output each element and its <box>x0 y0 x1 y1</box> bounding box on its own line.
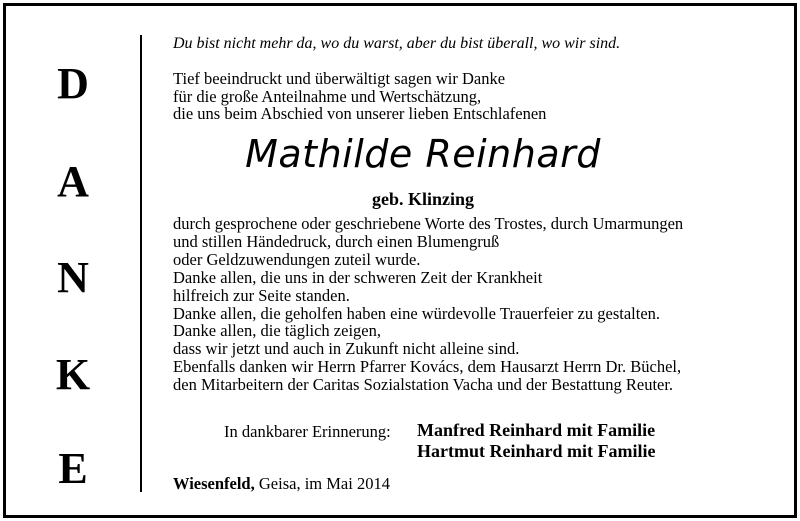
danke-letter-e: E <box>58 444 88 493</box>
body-line: Ebenfalls danken wir Herrn Pfarrer Kovács, dem Hausarzt Herrn Dr. Büchel, <box>173 357 682 377</box>
maiden-name: geb. Klinzing <box>371 189 474 209</box>
body-line: Danke allen, die uns in der schweren Zeit der Krankheit <box>173 267 543 287</box>
place-name: Wiesenfeld, <box>173 474 255 493</box>
deceased-name: Mathilde Reinhard <box>245 132 601 176</box>
vertical-divider <box>140 35 142 492</box>
intro-line: Tief beeindruckt und überwältigt sagen wir Danke <box>173 69 506 88</box>
intro-text <box>173 70 773 123</box>
body-line: durch gesprochene oder geschriebene Worte des Trostes, durch Umarmungen <box>173 214 684 233</box>
intro-line: für die große Anteilnahme und Wertschätzung, <box>173 86 482 106</box>
body-line: hilfreich zur Seite standen. <box>173 285 350 305</box>
place-date-rest: Geisa, im Mai 2014 <box>254 474 390 493</box>
body-line: Danke allen, die geholfen haben eine würdevolle Trauerfeier zu gestalten. <box>173 303 661 323</box>
thanks-body <box>173 215 773 394</box>
obituary-notice <box>3 3 797 518</box>
body-line: und stillen Händedruck, durch einen Blumengruß <box>173 231 500 251</box>
body-line: dass wir jetzt und auch in Zukunft nicht alleine sind. <box>173 339 520 359</box>
body-line: oder Geldzuwendungen zuteil wurde. <box>173 249 421 269</box>
danke-letter-d: D <box>57 59 89 108</box>
family-name-1: Manfred Reinhard mit Familie <box>417 420 656 440</box>
danke-letter-a: A <box>57 157 89 206</box>
danke-letter-k: K <box>55 350 91 399</box>
memory-label: In dankbarer Erinnerung: <box>224 422 391 441</box>
danke-vertical-word <box>6 6 140 515</box>
danke-letter-n: N <box>57 253 89 302</box>
family-name-2: Hartmut Reinhard mit Familie <box>417 440 656 461</box>
motto-quote: Du bist nicht mehr da, wo du warst, aber du bist überall, wo wir sind. <box>173 35 621 52</box>
place-and-date <box>173 474 390 494</box>
body-line: Danke allen, die täglich zeigen, <box>173 321 381 341</box>
intro-line: die uns beim Abschied von unserer lieben Entschlafenen <box>173 104 547 123</box>
body-line: den Mitarbeitern der Caritas Sozialstation Vacha und der Bestattung Reuter. <box>173 375 674 395</box>
